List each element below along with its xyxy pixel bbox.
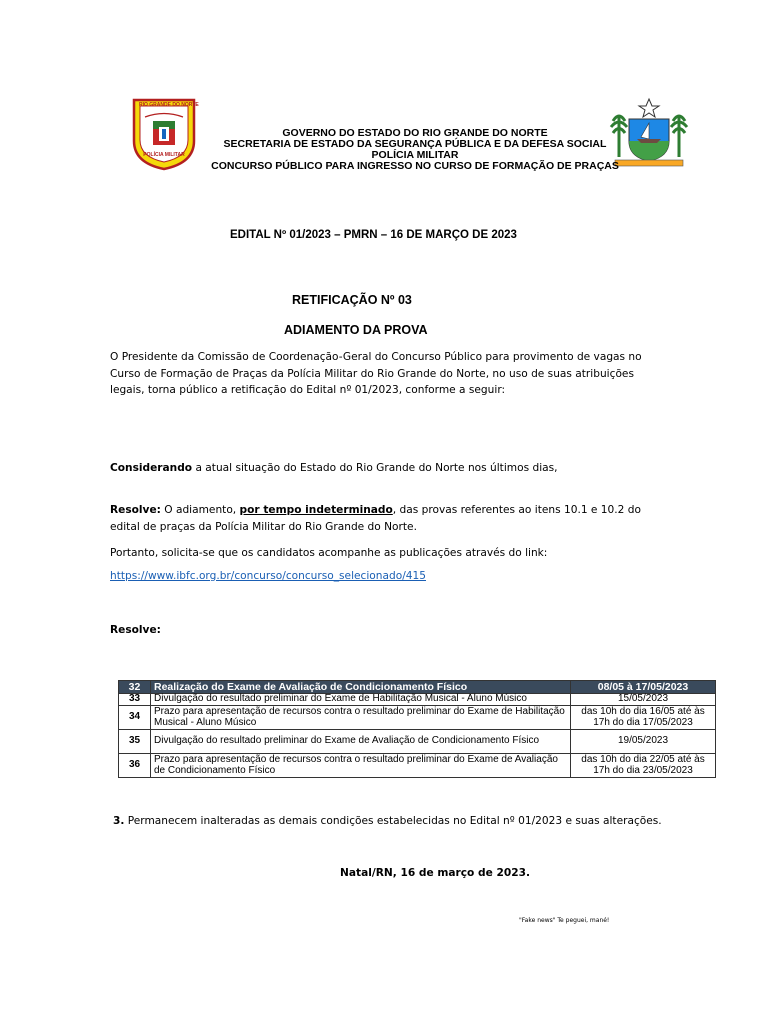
header-line-4: CONCURSO PÚBLICO PARA INGRESSO NO CURSO DE FORMAÇÃO DE PRAÇAS [211, 160, 619, 172]
portanto-paragraph: Portanto, solicita-se que os candidatos acompanhe as publicações através do link: [110, 547, 548, 559]
badge-top-text: RIO GRANDE DO NORTE [139, 102, 199, 108]
resolve-post: , das provas referentes ao itens 10.1 e 10.2 do edital de praças da Polícia Militar do Rio Grande do Norte. [110, 504, 641, 533]
edital-title: EDITAL Nº 01/2023 – PMRN – 16 DE MARÇO DE 2023 [230, 229, 517, 241]
row-number: 36 [119, 754, 151, 778]
header-line-2: SECRETARIA DE ESTADO DA SEGURANÇA PÚBLICA E DA DEFESA SOCIAL [223, 138, 607, 150]
row-number: 32 [119, 681, 151, 694]
row-number: 33 [119, 694, 151, 706]
retificacao-title: RETIFICAÇÃO Nº 03 [292, 293, 412, 307]
table-row [119, 730, 716, 754]
row-date: das 10h do dia 22/05 até às 17h do dia 23/05/2023 [571, 754, 716, 778]
row-number: 34 [119, 706, 151, 730]
table-row [119, 694, 716, 706]
ibfc-link[interactable]: https://www.ibfc.org.br/concurso/concurso_selecionado/415 [110, 570, 426, 582]
item-3-text: Permanecem inalteradas as demais condições estabelecidas no Edital nº 01/2023 e suas alterações. [124, 815, 662, 827]
subtitle: ADIAMENTO DA PROVA [284, 323, 428, 337]
row-description: Divulgação do resultado preliminar do Exame de Habilitação Musical - Aluno Músico [151, 694, 571, 706]
row-description: Prazo para apresentação de recursos contra o resultado preliminar do Exame de Avaliação de Condicionamento Físico [151, 754, 571, 778]
header-line-3: POLÍCIA MILITAR [371, 149, 459, 161]
considerando-paragraph [110, 460, 670, 477]
header-line-1: GOVERNO DO ESTADO DO RIO GRANDE DO NORTE [282, 127, 548, 139]
considerando-text: a atual situação do Estado do Rio Grande do Norte nos últimos dias, [192, 462, 558, 474]
badge-bottom-text: POLÍCIA MILITAR [143, 152, 185, 158]
considerando-label: Considerando [110, 462, 193, 474]
item-3-number: 3. [113, 815, 125, 827]
table-row [119, 681, 716, 694]
table-row [119, 706, 716, 730]
resolve-emphasis: por tempo indeterminado [239, 504, 393, 516]
row-number: 35 [119, 730, 151, 754]
pm-badge-logo [131, 97, 197, 171]
document-header [200, 128, 630, 172]
item-3-paragraph [113, 813, 713, 830]
row-date: das 10h do dia 16/05 até às 17h do dia 17/05/2023 [571, 706, 716, 730]
table-row [119, 754, 716, 778]
schedule-table [118, 680, 716, 778]
row-date: 15/05/2023 [571, 694, 716, 706]
row-description: Divulgação do resultado preliminar do Exame de Avaliação de Condicionamento Físico [151, 730, 571, 754]
signature-date: Natal/RN, 16 de março de 2023. [340, 867, 530, 879]
row-date: 19/05/2023 [571, 730, 716, 754]
resolve-paragraph [110, 502, 670, 535]
resolve-label: Resolve: [110, 504, 161, 516]
row-description: Prazo para apresentação de recursos contra o resultado preliminar do Exame de Habilitação Musical - Aluno Músico [151, 706, 571, 730]
row-description: Realização do Exame de Avaliação de Condicionamento Físico [151, 681, 571, 694]
intro-paragraph: O Presidente da Comissão de Coordenação-Geral do Concurso Público para provimento de vagas no Curso de Formação de Praças da Polícia Militar do Rio Grande do Norte, no uso de suas atribuições legais, torna público a retificação do Edital nº 01/2023, conforme a seguir: [110, 351, 642, 396]
footnote: "Fake news" Te peguei, mané! [519, 917, 610, 924]
resolve-2-label: Resolve: [110, 624, 161, 636]
resolve-pre: O adiamento, [160, 504, 240, 516]
row-date: 08/05 à 17/05/2023 [571, 681, 716, 694]
